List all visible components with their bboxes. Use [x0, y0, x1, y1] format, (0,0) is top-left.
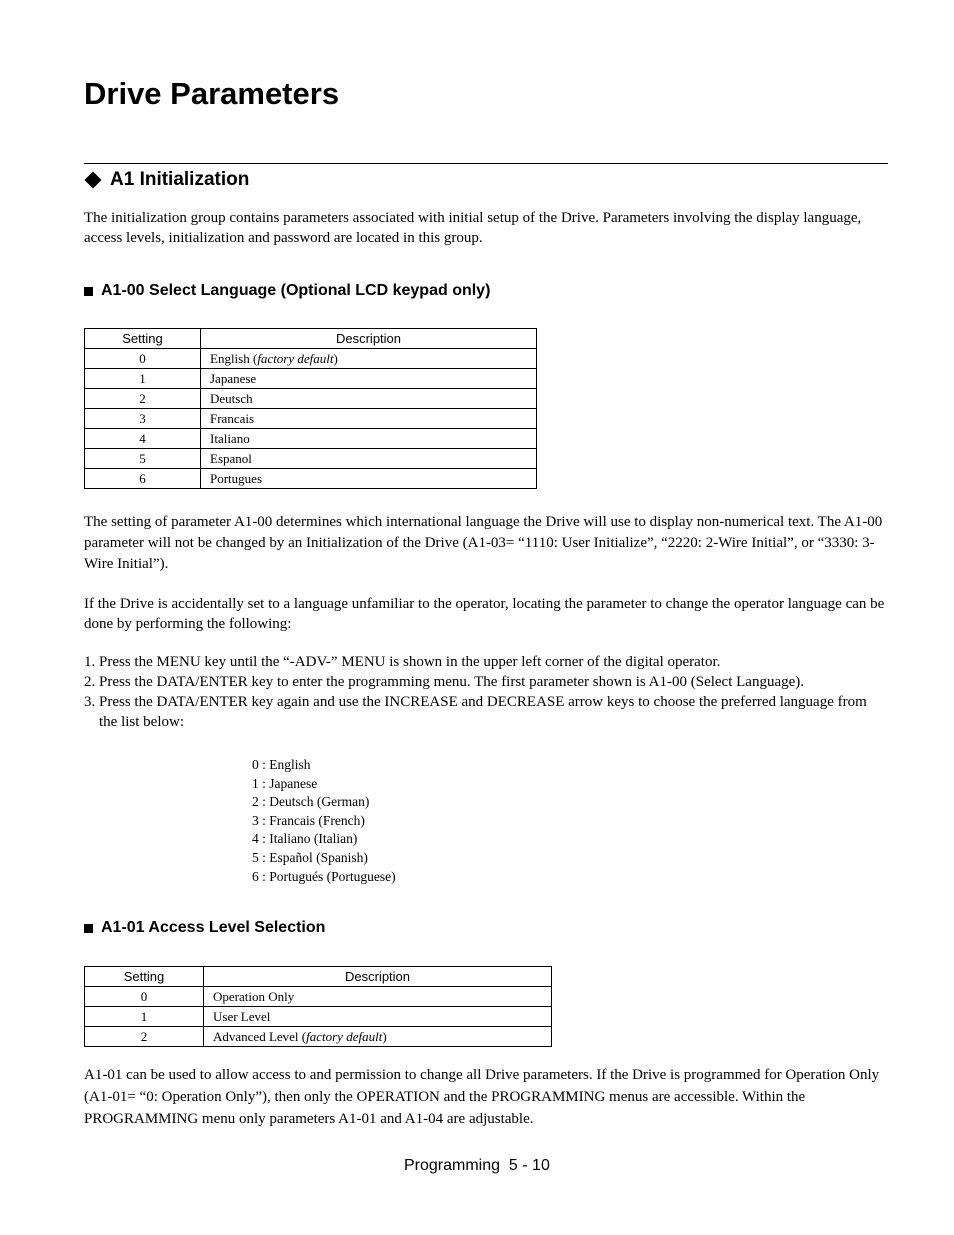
description-cell: Italiano — [201, 429, 537, 449]
table-row — [85, 349, 537, 369]
list-item: 5 : Español (Spanish) — [252, 849, 368, 865]
setting-cell: 2 — [85, 389, 201, 409]
table-row — [85, 469, 537, 489]
language-steps-list — [84, 652, 884, 732]
table-row — [85, 1007, 552, 1027]
table-row — [85, 1027, 552, 1047]
a1-00-table — [84, 328, 537, 489]
description-cell: User Level — [204, 1007, 552, 1027]
a1-01-paragraph: A1-01 can be used to allow access to and permission to change all Drive parameters. If the Drive is programmed for Operation Only (A1-01= “0: Operation Only”), then only the OPERATION and the PROGRAMMING menus are accessible. Within the PROGRAMMING menu only parameters A1-01 and A1-04 are adjustable. — [84, 1067, 880, 1127]
list-item: 4 : Italiano (Italian) — [252, 831, 358, 847]
list-item: 2 : Deutsch (German) — [252, 794, 370, 810]
list-item: 2. Press the DATA/ENTER key to enter the programming menu. The first parameter shown is A1-00 (Select Language). — [84, 674, 805, 690]
description-column-header: Description — [201, 329, 537, 349]
list-item: 3 : Francais (French) — [252, 812, 365, 828]
a1-00-language-paragraph: If the Drive is accidentally set to a language unfamiliar to the operator, locating the parameter to change the operator language can be done by performing the following: — [84, 596, 885, 632]
table-row — [85, 369, 537, 389]
diamond-bullet-icon — [85, 172, 102, 189]
description-cell: Francais — [201, 409, 537, 429]
footer-chapter: Programming — [404, 1157, 501, 1174]
section-heading-text: A1 Initialization — [110, 169, 250, 190]
a1-00-setting-paragraph: The setting of parameter A1-00 determines which international language the Drive will use to display non-numerical text. The A1-00 parameter will not be changed by an Initialization of the Drive (A1-03= “1110: User Initialize”, “2220: 2-Wire Initial”, or “3330: 3-Wire Initial”). — [84, 514, 883, 572]
list-item: 6 : Portugués (Portuguese) — [252, 868, 396, 884]
a1-00-heading-text: A1-00 Select Language (Optional LCD keypad only) — [101, 282, 491, 299]
table-row — [85, 389, 537, 409]
list-item: 1 : Japanese — [252, 775, 318, 791]
setting-cell: 5 — [85, 449, 201, 469]
list-item: 1. Press the MENU key until the “-ADV-” MENU is shown in the upper left corner of the digital operator. — [84, 654, 721, 670]
setting-column-header: Setting — [85, 329, 201, 349]
table-row — [85, 429, 537, 449]
description-cell: Deutsch — [201, 389, 537, 409]
setting-cell: 1 — [85, 1007, 204, 1027]
description-cell: Portugues — [201, 469, 537, 489]
setting-column-header: Setting — [85, 967, 204, 987]
a1-01-heading — [84, 918, 325, 938]
setting-cell: 0 — [85, 349, 201, 369]
description-cell: Espanol — [201, 449, 537, 469]
page-footer — [404, 1156, 550, 1176]
footer-page-number: 5 - 10 — [508, 1157, 550, 1174]
setting-cell: 1 — [85, 369, 201, 389]
section-divider — [84, 163, 888, 164]
list-item: 3. Press the DATA/ENTER key again and use the INCREASE and DECREASE arrow keys to choose the preferred language from the list below: — [84, 694, 867, 730]
setting-cell: 6 — [85, 469, 201, 489]
a1-01-heading-text: A1-01 Access Level Selection — [101, 919, 326, 936]
setting-cell: 2 — [85, 1027, 204, 1047]
a1-00-heading — [84, 281, 490, 301]
description-cell: English (factory default) — [201, 349, 537, 369]
description-cell: Advanced Level (factory default) — [204, 1027, 552, 1047]
table-header-row — [85, 329, 537, 349]
page-title: Drive Parameters — [84, 76, 340, 111]
setting-cell: 3 — [85, 409, 201, 429]
description-cell: Operation Only — [204, 987, 552, 1007]
setting-cell: 4 — [85, 429, 201, 449]
table-row — [85, 449, 537, 469]
description-column-header: Description — [204, 967, 552, 987]
setting-cell: 0 — [85, 987, 204, 1007]
square-bullet-icon — [84, 287, 93, 296]
table-header-row — [85, 967, 552, 987]
language-options-list — [252, 756, 396, 886]
section-heading — [84, 168, 249, 192]
description-cell: Japanese — [201, 369, 537, 389]
a1-01-table — [84, 966, 552, 1047]
intro-paragraph: The initialization group contains parameters associated with initial setup of the Drive. Parameters involving the display language, access levels, initialization and password are located in this group. — [84, 210, 862, 246]
square-bullet-icon — [84, 924, 93, 933]
table-row — [85, 409, 537, 429]
table-row — [85, 987, 552, 1007]
list-item: 0 : English — [252, 757, 311, 772]
